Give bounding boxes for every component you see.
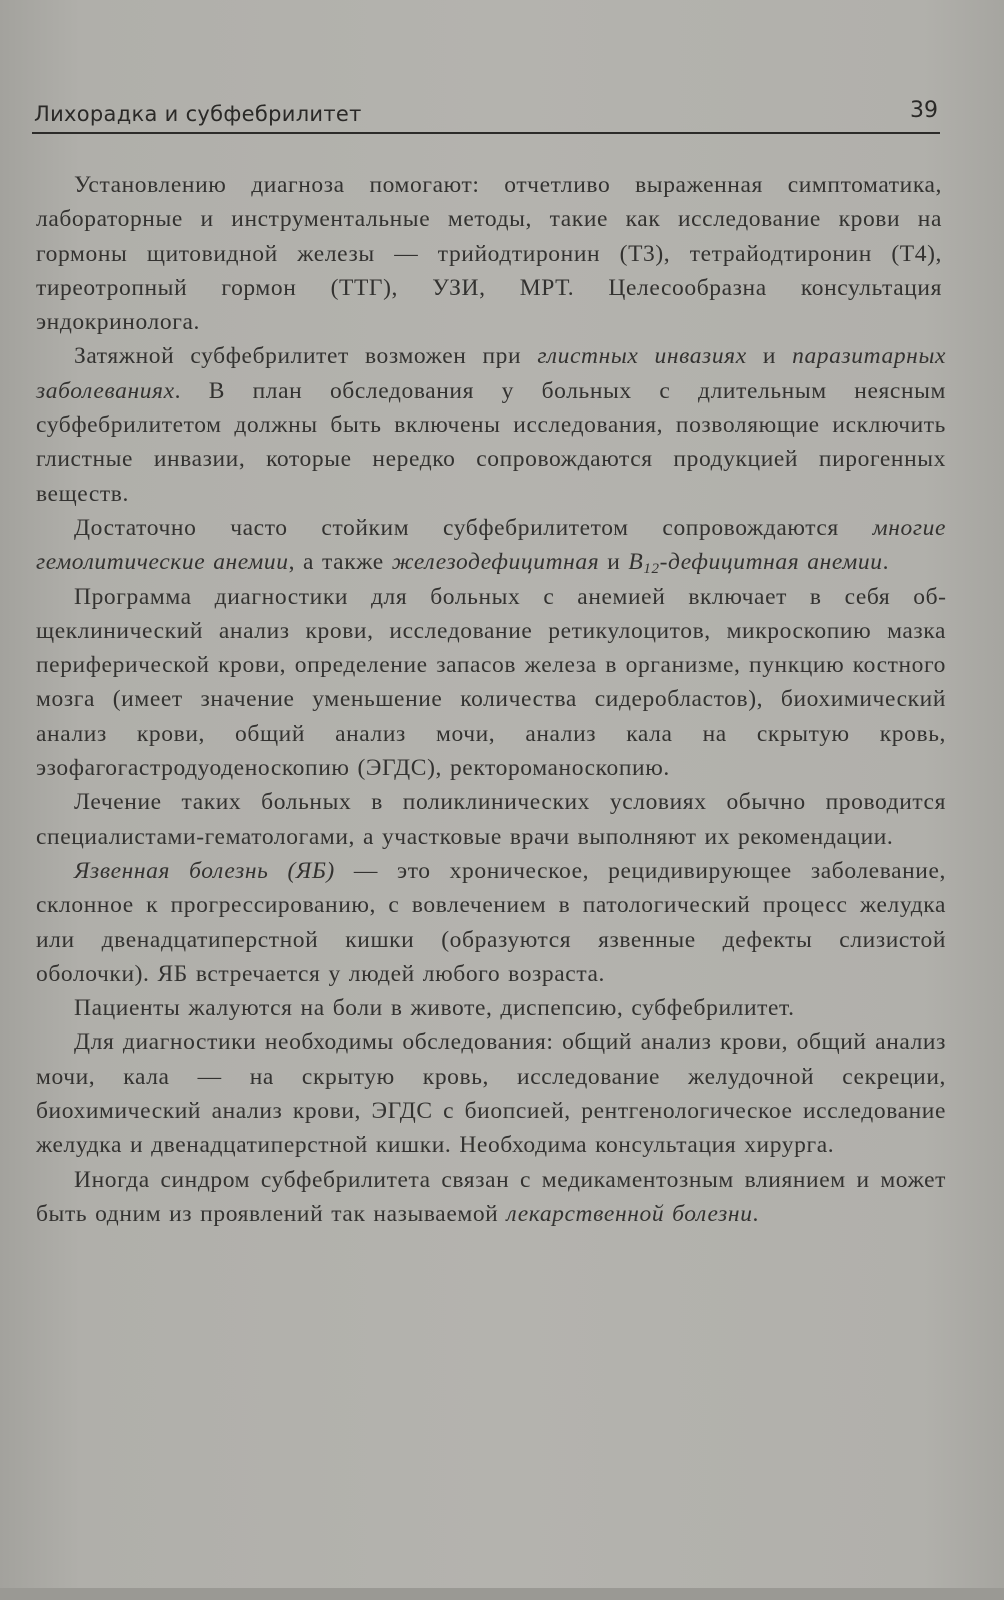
paragraph-text: и xyxy=(746,343,793,370)
paragraph-text: Затяжной субфебрилитет возможен при xyxy=(74,343,538,370)
emphasis-text: глистных инвазиях xyxy=(537,343,747,370)
b12-subscript: 12 xyxy=(643,561,660,578)
paragraph-text: Иногда синдром субфебрилитета связан с медикаментозным влиянием и может быть одним из проявлений так называемой xyxy=(36,1166,946,1227)
paragraph-text: . В план обследования у больных с длительным неясным субфебрилитетом должны быть включены исследования, позволяющие исключить глистные инвазии, которые нередко сопровождаются продукцией пирогенных веществ. xyxy=(36,377,946,507)
paragraph-diagnosis xyxy=(36,168,946,339)
paragraph-text: Установлению диагноза помогают: отчетливо выраженная симптоматика, лабораторные и инструментальные методы, такие как исследование крови на гормоны щитовидной железы — трийодтиронин (Т3), тетрайодтиронин (Т4), тиреотропный гормон (ТТГ), УЗИ, МРТ. Целесообразна консультация эндокринолога. xyxy=(36,172,942,336)
paragraph-drug-disease xyxy=(36,1163,946,1232)
paragraph-text: и xyxy=(599,549,629,576)
paragraph-helminths xyxy=(36,339,946,510)
b12-rest: -дефицитная анемии xyxy=(659,549,883,576)
paragraph-text: Для диагностики необходимы обследования: общий анализ крови, общий анализ мочи, кала — на скрытую кровь, исследование желудочной секреции, биохимический анализ крови, ЭГДС с биопсией, рентгенологическое исследование желудка и двенадцатиперстной кишки. Необходима консультация хирурга. xyxy=(36,1029,946,1159)
paragraph-ulcer xyxy=(36,854,946,991)
paragraph-ulcer-diagnostics xyxy=(36,1025,946,1162)
emphasis-text: паразитарных заболеваниях xyxy=(36,343,946,404)
paragraph-anemia xyxy=(36,511,946,580)
b12-letter: B xyxy=(628,549,644,576)
paragraph-text: — это хроническое, рецидивирующее заболевание, склонное к прогрессированию, с вовлечением в патологический процесс желудка или двенадцатиперстной кишки (образуются язвенные дефекты слизистой оболочки). ЯБ встречается у людей любого возраста. xyxy=(36,857,946,987)
paragraph-text: Лечение таких больных в поликлинических условиях обычно проводится специалистами-гематологами, а участковые врачи выполняют их рекомендации. xyxy=(36,789,946,850)
paragraph-text: Пациенты жалуются на боли в животе, диспепсию, субфебрилитет. xyxy=(74,995,795,1022)
paragraph-text: . xyxy=(752,1200,760,1227)
paragraph-text: , а также xyxy=(288,549,392,576)
paragraph-text: . xyxy=(882,549,890,576)
paragraph-text: Программа диагностики для больных с анемией включает в себя общеклинический анализ крови, исследование ретикулоцитов, микроскопию мазка периферической крови, определение запасов железа в организме, пункцию костного мозга (имеет значение уменьшение количества сидеробластов), биохимический анализ крови, общий анализ мочи, анализ кала на скрытую кровь, эзофагогастродуоденоскопию (ЭГДС), ректороманоскопию. xyxy=(36,583,946,782)
body-text xyxy=(36,168,946,1231)
emphasis-text: Язвенная болезнь (ЯБ) xyxy=(74,857,335,884)
emphasis-text: многие гемолитические анемии xyxy=(36,514,946,576)
paragraph-complaints xyxy=(36,991,946,1025)
page-number: 39 xyxy=(910,98,938,123)
emphasis-text: железодефицитная xyxy=(391,549,600,576)
emphasis-text xyxy=(628,549,883,578)
running-title: Лихорадка и субфебрилитет xyxy=(34,102,362,126)
running-header xyxy=(32,98,940,134)
paragraph-anemia-program xyxy=(36,580,946,786)
paragraph-text: Достаточно часто стойким субфебрилитетом сопровождаются xyxy=(74,514,873,541)
page-bottom-edge xyxy=(0,1588,1004,1600)
paragraph-treatment xyxy=(36,785,946,854)
emphasis-text: лекарственной болезни xyxy=(506,1200,753,1227)
